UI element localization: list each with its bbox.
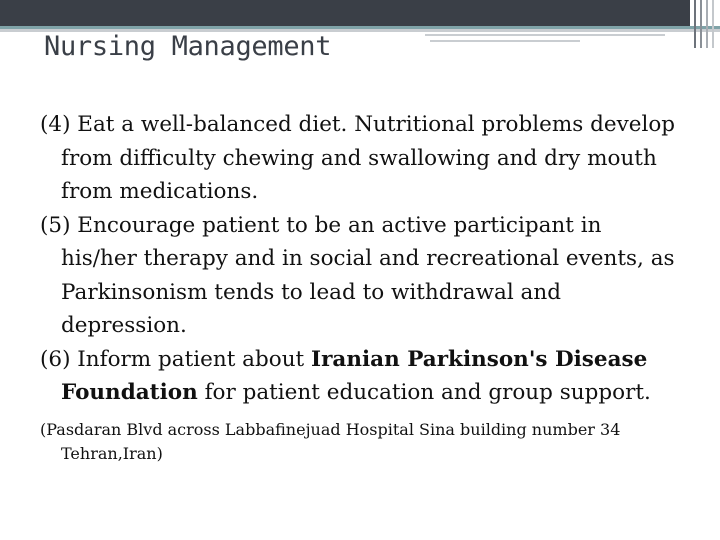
header-vertical-stripe xyxy=(712,0,714,48)
slide-body xyxy=(40,108,680,466)
header-dark-bar xyxy=(0,0,690,26)
list-item xyxy=(40,343,680,410)
header-vertical-stripe xyxy=(700,0,702,48)
header-decoration xyxy=(0,0,720,26)
header-vertical-stripe xyxy=(694,0,696,48)
header-accent-line-short xyxy=(430,40,580,42)
header-accent-line xyxy=(425,34,665,36)
header-vertical-stripe xyxy=(706,0,708,48)
list-item: (5) Encourage patient to be an active participant in his/her therapy and in social and recreational events, as Parkinsonism tends to lead to withdrawal and depression. xyxy=(40,212,675,338)
foundation-address: (Pasdaran Blvd across Labbafinejuad Hospital Sina building number 34 Tehran,Iran) xyxy=(40,419,621,463)
item-suffix: for patient education and group support. xyxy=(197,380,651,405)
foundation-name: Iranian Parkinson's Disease Foundation xyxy=(61,346,648,405)
item-prefix: (6) Inform patient about xyxy=(40,346,312,372)
slide-title: Nursing Management xyxy=(44,31,332,62)
list-item: (4) Eat a well-balanced diet. Nutritional problems develop from difficulty chewing and swallowing and dry mouth from medications. xyxy=(40,112,676,204)
